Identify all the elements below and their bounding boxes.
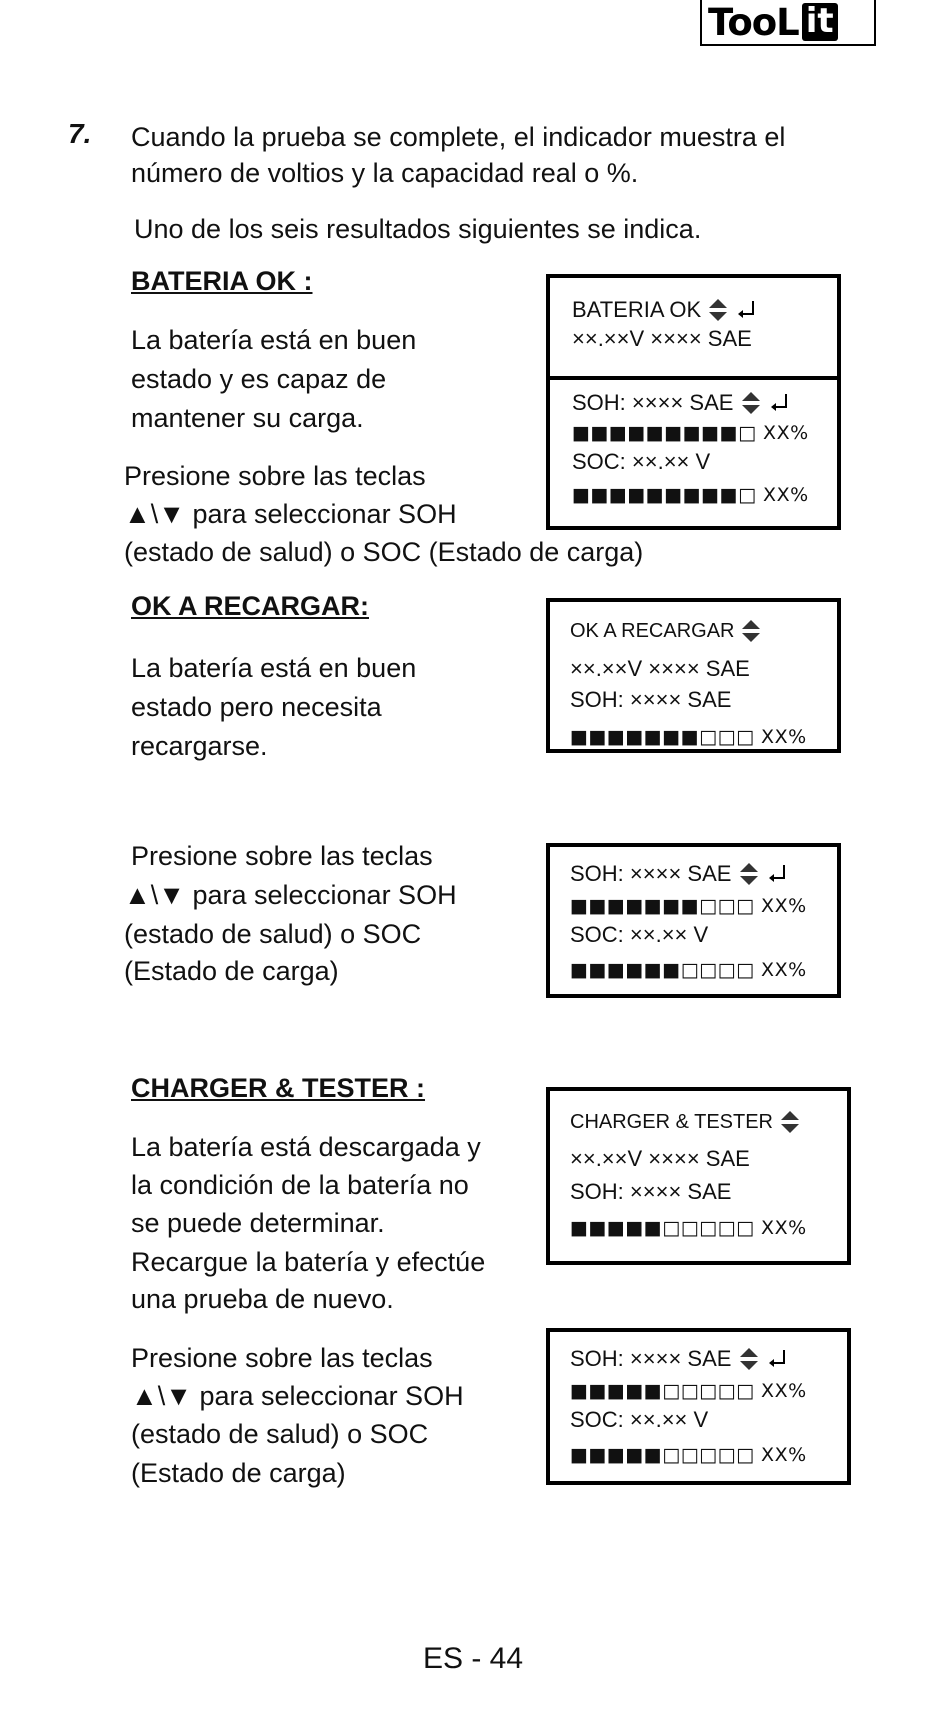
- step-line-1: Cuando la prueba se complete, el indicador muestra el: [131, 122, 786, 152]
- lcd-title: BATERIA OK: [572, 297, 702, 322]
- lcd-line: [572, 297, 757, 323]
- lcd-bateria-ok: [546, 274, 841, 530]
- lcd-soh: SOH: ×××× SAE: [570, 1346, 732, 1371]
- section-heading-ok-a-recargar: OK A RECARGAR:: [131, 591, 369, 621]
- section-heading-charger-tester: CHARGER & TESTER :: [131, 1073, 426, 1103]
- section2-desc-1: La batería está en buen: [131, 653, 417, 683]
- lcd-soh: SOH: ×××× SAE: [572, 390, 734, 415]
- section3-press-3: (estado de salud) o SOC: [131, 1419, 429, 1449]
- section2-press-2: ▲\▼ para seleccionar SOH: [124, 880, 457, 910]
- logo-text-it: it: [802, 3, 838, 41]
- lcd-soh: SOH: ×××× SAE: [570, 861, 732, 886]
- lcd-charger-tester-soh-soc: [546, 1328, 851, 1485]
- step-line-2: número de voltios y la capacidad real o %.: [131, 158, 639, 188]
- lcd-line: SOH: ×××× SAE: [570, 1179, 732, 1204]
- lcd-line: [570, 618, 762, 644]
- tool-it-logo: [700, 0, 876, 46]
- section1-press-1: Presione sobre las teclas: [124, 461, 426, 491]
- lcd-divider: [550, 376, 837, 380]
- up-down-arrows-icon: [707, 297, 729, 323]
- lcd-line: [570, 1346, 788, 1372]
- lcd-line: SOC: ××.×× V: [572, 449, 711, 474]
- section2-desc-2: estado pero necesita: [131, 692, 382, 722]
- enter-return-icon: [735, 297, 757, 323]
- section2-desc-3: recargarse.: [131, 731, 268, 761]
- section2-press-1: Presione sobre las teclas: [131, 841, 433, 871]
- lcd-bar: ■■■■■□□□□□ XX%: [570, 1380, 807, 1402]
- logo-text-tool: TooL: [708, 0, 799, 44]
- lcd-line: ××.××V ×××× SAE: [570, 1146, 750, 1171]
- lcd-line: ××.××V ×××× SAE: [570, 656, 750, 681]
- lcd-charger-tester: [546, 1087, 851, 1265]
- section3-press-4: (Estado de carga): [131, 1458, 346, 1488]
- step-number: 7.: [68, 118, 92, 149]
- lcd-ok-a-recargar-soh-soc: [546, 843, 841, 998]
- lcd-line: [570, 1109, 801, 1135]
- lcd-ok-a-recargar: [546, 598, 841, 753]
- up-down-arrows-icon: [738, 1346, 760, 1372]
- up-down-arrows-icon: [740, 618, 762, 644]
- lcd-line: ××.××V ×××× SAE: [572, 326, 752, 351]
- section3-desc-2: la condición de la batería no: [131, 1170, 469, 1200]
- lcd-title: CHARGER & TESTER: [570, 1111, 773, 1133]
- section3-desc-3: se puede determinar.: [131, 1208, 385, 1238]
- section-heading-bateria-ok: BATERIA OK :: [131, 266, 313, 296]
- up-down-arrows-icon: [779, 1109, 801, 1135]
- enter-return-icon: [768, 390, 790, 416]
- lcd-line: SOC: ××.×× V: [570, 922, 709, 947]
- section2-press-3: (estado de salud) o SOC: [124, 919, 422, 949]
- section1-desc-2: estado y es capaz de: [131, 364, 387, 394]
- lcd-line: [572, 390, 790, 416]
- enter-return-icon: [766, 861, 788, 887]
- lcd-bar: ■■■■■■■■■□ XX%: [572, 484, 809, 506]
- lcd-bar: ■■■■■■■□□□ XX%: [570, 726, 807, 748]
- section1-press-3: (estado de salud) o SOC (Estado de carga): [124, 537, 644, 567]
- lcd-title: OK A RECARGAR: [570, 620, 735, 642]
- up-down-arrows-icon: [740, 390, 762, 416]
- lcd-bar: ■■■■■■□□□□ XX%: [570, 959, 807, 981]
- section3-press-1: Presione sobre las teclas: [131, 1343, 433, 1373]
- section1-desc-1: La batería está en buen: [131, 325, 417, 355]
- lcd-bar: ■■■■■■■□□□ XX%: [570, 895, 807, 917]
- up-down-arrows-icon: [738, 861, 760, 887]
- section3-press-2: ▲\▼ para seleccionar SOH: [131, 1381, 464, 1411]
- lcd-line: SOC: ××.×× V: [570, 1407, 709, 1432]
- lcd-bar: ■■■■■■■■■□ XX%: [572, 422, 809, 444]
- section3-desc-4: Recargue la batería y efectúe: [131, 1247, 486, 1277]
- step-line-3: Uno de los seis resultados siguientes se indica.: [134, 214, 702, 244]
- lcd-bar: ■■■■■□□□□□ XX%: [570, 1217, 807, 1239]
- section1-press-2: ▲\▼ para seleccionar SOH: [124, 499, 457, 529]
- lcd-line: SOH: ×××× SAE: [570, 687, 732, 712]
- lcd-bar: ■■■■■□□□□□ XX%: [570, 1444, 807, 1466]
- lcd-line: [570, 861, 788, 887]
- section1-desc-3: mantener su carga.: [131, 403, 364, 433]
- section3-desc-1: La batería está descargada y: [131, 1132, 481, 1162]
- enter-return-icon: [766, 1346, 788, 1372]
- section2-press-4: (Estado de carga): [124, 956, 339, 986]
- page-number: ES - 44: [423, 1642, 524, 1675]
- section3-desc-5: una prueba de nuevo.: [131, 1284, 394, 1314]
